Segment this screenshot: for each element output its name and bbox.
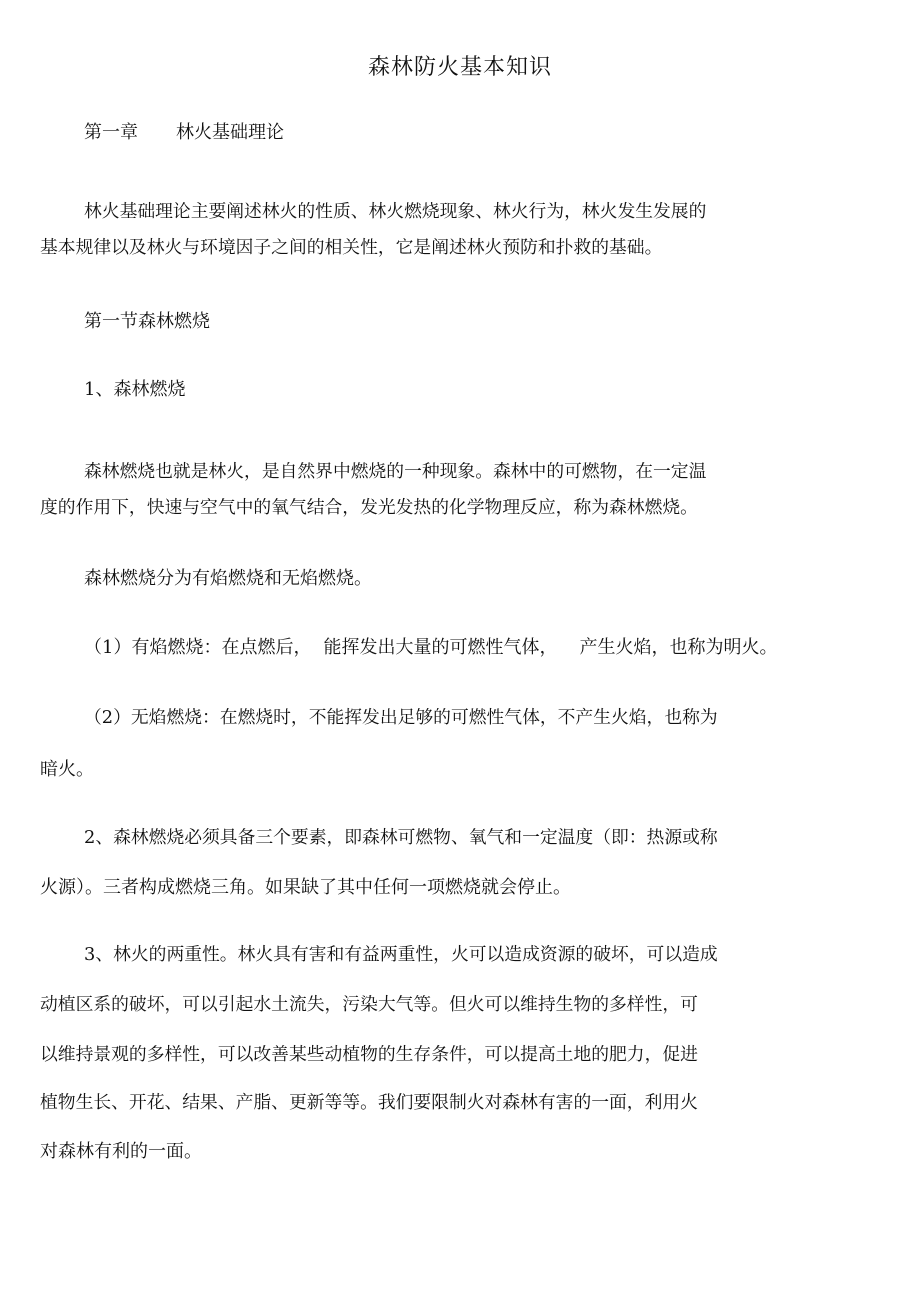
flaming-part-3: 产生火焰，也称为明火。 [579, 637, 778, 658]
document-title: 森林防火基本知识 [367, 55, 552, 80]
definition-line-2: 度的作用下，快速与空气中的氧气结合，发光发热的化学物理反应，称为森林燃烧。 [40, 497, 698, 518]
flaming-combustion-line [84, 636, 777, 660]
chapter-title: 林火基础理论 [176, 122, 284, 143]
item2-line-2: 火源）。三者构成燃烧三角。如果缺了其中任何一项燃烧就会停止。 [40, 877, 571, 898]
item3-line-5: 对森林有利的一面。 [40, 1141, 202, 1162]
item3-line-3: 以维持景观的多样性，可以改善某些动植物的生存条件，可以提高土地的肥力，促进 [40, 1044, 698, 1065]
flaming-part-2: 能挥发出大量的可燃性气体， [323, 637, 558, 658]
definition-line-1: 森林燃烧也就是林火，是自然界中燃烧的一种现象。森林中的可燃物，在一定温 [84, 461, 707, 482]
item1-heading: 1、森林燃烧 [84, 379, 186, 400]
chapter-number: 第一章 [84, 122, 138, 143]
smoldering-line-2: 暗火。 [40, 759, 94, 780]
intro-line-2: 基本规律以及林火与环境因子之间的相关性，它是阐述林火预防和扑救的基础。 [40, 237, 663, 258]
flaming-part-1: （1）有焰燃烧：在点燃后， [84, 637, 312, 658]
item2-line-1: 2、森林燃烧必须具备三个要素，即森林可燃物、氧气和一定温度（即：热源或称 [84, 827, 718, 848]
section-title: 第一节森林燃烧 [84, 311, 210, 332]
item3-line-4: 植物生长、开花、结果、产脂、更新等等。我们要限制火对森林有害的一面，利用火 [40, 1092, 698, 1113]
classification-text: 森林燃烧分为有焰燃烧和无焰燃烧。 [84, 568, 372, 589]
chapter-heading [84, 121, 284, 145]
item3-line-2: 动植区系的破坏，可以引起水土流失，污染大气等。但火可以维持生物的多样性，可 [40, 994, 698, 1015]
intro-line-1: 林火基础理论主要阐述林火的性质、林火燃烧现象、林火行为，林火发生发展的 [84, 201, 707, 222]
item3-line-1: 3、林火的两重性。林火具有害和有益两重性，火可以造成资源的破坏，可以造成 [84, 944, 718, 965]
smoldering-line-1: （2）无焰燃烧：在燃烧时，不能挥发出足够的可燃性气体，不产生火焰，也称为 [84, 707, 718, 728]
